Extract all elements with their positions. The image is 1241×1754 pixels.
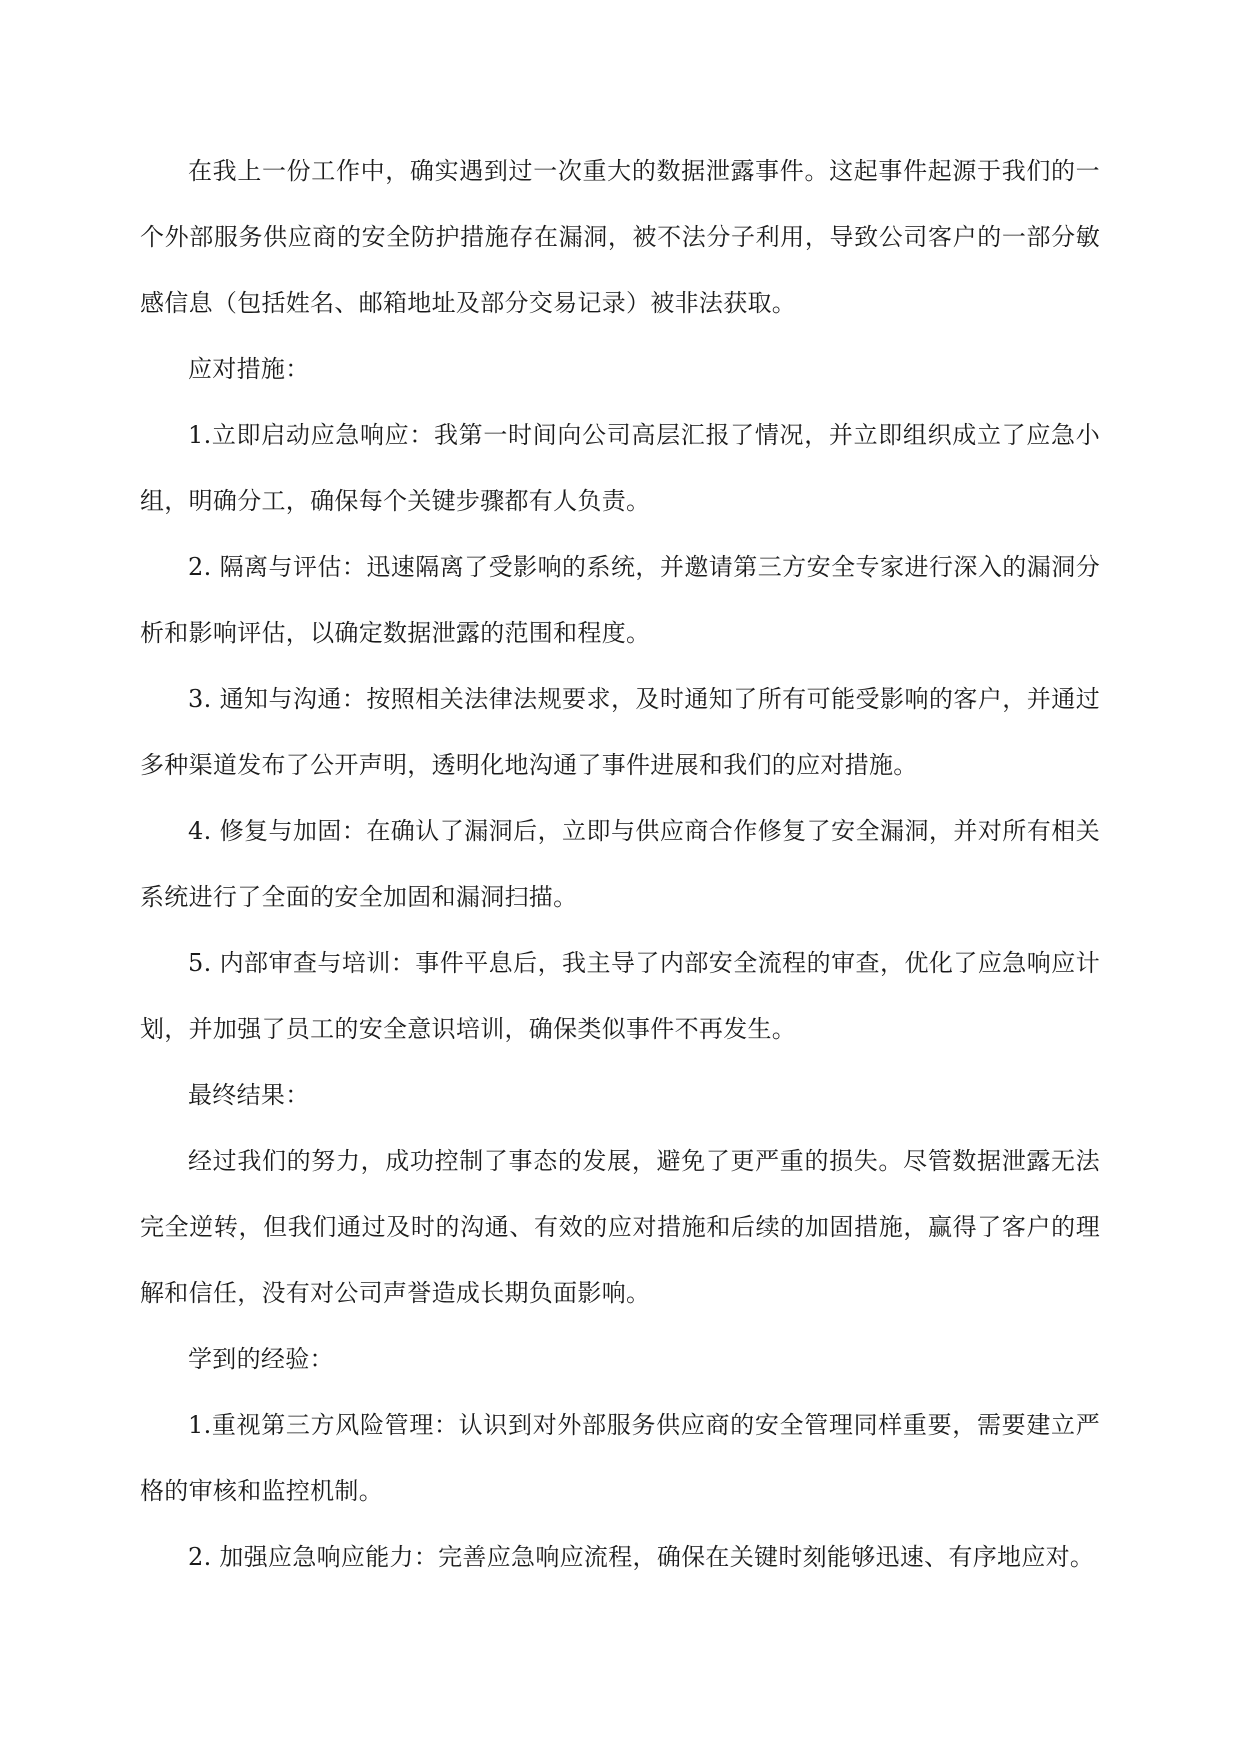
measure-item-3: 3. 通知与沟通：按照相关法律法规要求，及时通知了所有可能受影响的客户，并通过多种渠道发布了公开声明，透明化地沟通了事件进展和我们的应对措施。 — [140, 685, 1100, 779]
measure-item-1: 1.立即启动应急响应：我第一时间向公司高层汇报了情况，并立即组织成立了应急小组，明确分工，确保每个关键步骤都有人负责。 — [140, 421, 1100, 515]
measure-item-2: 2. 隔离与评估：迅速隔离了受影响的系统，并邀请第三方安全专家进行深入的漏洞分析和影响评估，以确定数据泄露的范围和程度。 — [140, 553, 1100, 647]
measure-item-4: 4. 修复与加固：在确认了漏洞后，立即与供应商合作修复了安全漏洞，并对所有相关系统进行了全面的安全加固和漏洞扫描。 — [140, 817, 1100, 911]
lesson-item-2: 2. 加强应急响应能力：完善应急响应流程，确保在关键时刻能够迅速、有序地应对。 — [188, 1543, 1095, 1571]
lesson-item-1: 1.重视第三方风险管理：认识到对外部服务供应商的安全管理同样重要，需要建立严格的审核和监控机制。 — [140, 1411, 1100, 1505]
document-body — [140, 138, 1100, 1590]
measures-heading: 应对措施： — [188, 355, 310, 383]
result-paragraph: 经过我们的努力，成功控制了事态的发展，避免了更严重的损失。尽管数据泄露无法完全逆转，但我们通过及时的沟通、有效的应对措施和后续的加固措施，赢得了客户的理解和信任，没有对公司声誉造成长期负面影响。 — [140, 1147, 1100, 1307]
result-heading: 最终结果： — [188, 1081, 310, 1109]
measure-item-5: 5. 内部审查与培训：事件平息后，我主导了内部安全流程的审查，优化了应急响应计划，并加强了员工的安全意识培训，确保类似事件不再发生。 — [140, 949, 1100, 1043]
lessons-heading: 学到的经验： — [188, 1345, 334, 1373]
intro-paragraph: 在我上一份工作中，确实遇到过一次重大的数据泄露事件。这起事件起源于我们的一个外部服务供应商的安全防护措施存在漏洞，被不法分子利用，导致公司客户的一部分敏感信息（包括姓名、邮箱地址及部分交易记录）被非法获取。 — [140, 157, 1100, 317]
